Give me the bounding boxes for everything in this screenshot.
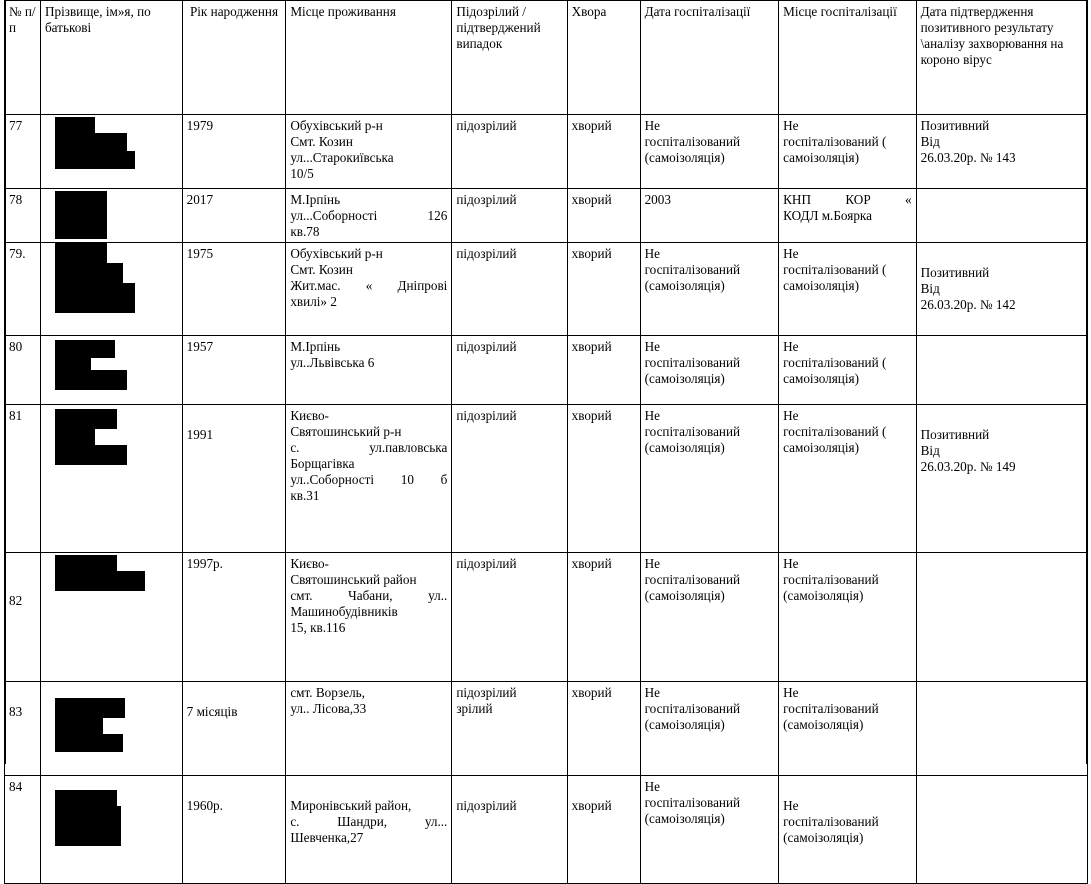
redaction-block	[55, 370, 127, 390]
address-line: ул..Соборності 10 б	[290, 472, 448, 487]
hosp-date-line: (самоізоляція)	[644, 278, 725, 293]
cell-confirm	[916, 115, 1087, 189]
cell-year: 1975	[182, 243, 286, 336]
cell-hosp-place	[779, 115, 916, 189]
cell-confirm	[916, 243, 1087, 336]
hosp-place-line: самоізоляція)	[783, 278, 859, 293]
address-line: Святошинський р-н	[290, 424, 402, 439]
hosp-date-line: Не	[644, 246, 660, 261]
suspected-line: підозрілий	[456, 339, 517, 354]
address-line: кв.31	[290, 488, 320, 503]
cell-name-redacted	[40, 243, 182, 336]
table-row	[5, 776, 1088, 884]
cell-year: 1960р.	[182, 776, 286, 884]
suspected-line: зрілий	[456, 701, 493, 716]
header-name: Прізвище, ім»я, по батькові	[40, 1, 182, 115]
confirm-line: 26.03.20р. № 142	[920, 297, 1016, 312]
hosp-date-line: (самоізоляція)	[644, 371, 725, 386]
redaction-block	[55, 283, 135, 313]
cell-num: 82	[5, 553, 41, 682]
hosp-date-line: госпіталізований	[644, 355, 741, 370]
address-line: М.Ірпінь	[290, 339, 341, 354]
table-header-row	[5, 1, 1088, 115]
hosp-date-line: Не	[644, 118, 660, 133]
hosp-place-line: самоізоляція)	[783, 150, 859, 165]
address-line: Жит.мас. « Дніпрові	[290, 278, 448, 293]
address-line: кв.78	[290, 224, 320, 239]
hosp-date-line: госпіталізований	[644, 701, 741, 716]
cell-hosp-date	[640, 243, 779, 336]
patient-register-table	[4, 0, 1088, 884]
header-address: Місце проживання	[286, 1, 452, 115]
header-sick: Хвора	[567, 1, 640, 115]
address-line: Борщагівка	[290, 456, 355, 471]
address-line: М.Ірпінь	[290, 192, 341, 207]
hosp-date-line: Не	[644, 339, 660, 354]
hosp-place-line: госпіталізований	[783, 701, 879, 716]
cell-suspected	[452, 776, 567, 884]
hosp-date-line: госпіталізований	[644, 134, 741, 149]
header-suspected: Підозрілий / підтверджений випадок	[452, 1, 567, 115]
cell-hosp-place	[779, 553, 916, 682]
hosp-place-line: Не	[783, 339, 799, 354]
hosp-place-line: КНП КОР «	[783, 192, 912, 207]
cell-suspected	[452, 115, 567, 189]
hosp-place-line: КОДЛ м.Боярка	[783, 208, 872, 223]
suspected-line: підозрілий	[456, 192, 517, 207]
cell-suspected	[452, 405, 567, 553]
cell-name-redacted	[40, 682, 182, 776]
cell-address	[286, 776, 452, 884]
cell-suspected	[452, 682, 567, 776]
cell-hosp-date	[640, 336, 779, 405]
hosp-date-line: госпіталізований	[644, 424, 741, 439]
address-line: хвилі» 2	[290, 294, 337, 309]
header-year: Рік народження	[182, 1, 286, 115]
hosp-date-line: Не	[644, 408, 660, 423]
address-line: Києво-	[290, 556, 329, 571]
cell-year: 1991	[182, 405, 286, 553]
cell-year: 7 місяців	[182, 682, 286, 776]
cell-hosp-place	[779, 682, 916, 776]
hosp-date-line: 2003	[644, 192, 671, 207]
redaction-block	[55, 151, 135, 169]
cell-name-redacted	[40, 553, 182, 682]
redaction-block	[55, 193, 93, 209]
cell-num: 84	[5, 776, 41, 884]
redaction-block	[55, 571, 145, 591]
cell-address	[286, 189, 452, 243]
cell-address	[286, 405, 452, 553]
confirm-line: Від	[920, 281, 940, 296]
cell-name-redacted	[40, 405, 182, 553]
header-hosp-place: Місце госпіталізації	[779, 1, 916, 115]
hosp-date-line: (самоізоляція)	[644, 440, 725, 455]
redaction-block	[55, 133, 127, 153]
redaction-block	[55, 734, 123, 752]
hosp-date-line: (самоізоляція)	[644, 811, 725, 826]
cell-hosp-place	[779, 243, 916, 336]
hosp-place-line: самоізоляція)	[783, 371, 859, 386]
hosp-place-line: Не	[783, 556, 799, 571]
cell-hosp-place	[779, 189, 916, 243]
confirm-line: Від	[920, 134, 940, 149]
cell-suspected	[452, 336, 567, 405]
cell-confirm	[916, 189, 1087, 243]
address-line: Обухівський р-н	[290, 246, 383, 261]
cell-sick: хворий	[567, 776, 640, 884]
hosp-place-line: госпіталізований (	[783, 355, 887, 370]
cell-sick: хворий	[567, 243, 640, 336]
hosp-date-line: Не	[644, 556, 660, 571]
address-line: ул..Львівська 6	[290, 355, 375, 370]
hosp-place-line: госпіталізований (	[783, 134, 887, 149]
hosp-date-line: Не	[644, 685, 660, 700]
cell-sick: хворий	[567, 553, 640, 682]
header-num: № п/п	[5, 1, 41, 115]
hosp-place-line: Не	[783, 118, 799, 133]
table-row	[5, 336, 1088, 405]
cell-num: 83	[5, 682, 41, 776]
hosp-date-line: Не	[644, 779, 660, 794]
cell-year: 2017	[182, 189, 286, 243]
hosp-place-line: госпіталізований	[783, 814, 879, 829]
suspected-line: підозрілий	[456, 408, 517, 423]
cell-suspected	[452, 189, 567, 243]
cell-hosp-place	[779, 776, 916, 884]
address-line: смт. Чабани, ул..	[290, 588, 448, 603]
cell-num: 77	[5, 115, 41, 189]
header-hosp-date: Дата госпіталізації	[640, 1, 779, 115]
cell-suspected	[452, 243, 567, 336]
suspected-line: підозрілий	[456, 118, 517, 133]
cell-sick: хворий	[567, 682, 640, 776]
confirm-line: 26.03.20р. № 143	[920, 150, 1016, 165]
suspected-line: підозрілий	[456, 798, 517, 813]
cell-num: 80	[5, 336, 41, 405]
confirm-line: Позитивний	[920, 265, 990, 280]
hosp-place-line: (самоізоляція)	[783, 830, 864, 845]
address-line: 15, кв.116	[290, 620, 346, 635]
address-line: Святошинський район	[290, 572, 417, 587]
cell-hosp-date	[640, 776, 779, 884]
cell-hosp-place	[779, 405, 916, 553]
cell-confirm	[916, 776, 1087, 884]
header-confirm: Дата підтвердження позитивного результату \аналізу захворювання на короно вірус	[916, 1, 1087, 115]
cell-year: 1957	[182, 336, 286, 405]
cell-name-redacted	[40, 189, 182, 243]
hosp-place-line: Не	[783, 685, 799, 700]
address-line: с. Шандри, ул...	[290, 814, 448, 829]
hosp-date-line: госпіталізований	[644, 795, 741, 810]
hosp-place-line: госпіталізований (	[783, 262, 887, 277]
address-line: Києво-	[290, 408, 329, 423]
cell-address	[286, 682, 452, 776]
cell-num: 81	[5, 405, 41, 553]
table-row	[5, 553, 1088, 682]
table-row	[5, 682, 1088, 776]
confirm-line: 26.03.20р. № 149	[920, 459, 1016, 474]
hosp-place-line: самоізоляція)	[783, 440, 859, 455]
hosp-place-line: (самоізоляція)	[783, 588, 864, 603]
hosp-place-line: (самоізоляція)	[783, 717, 864, 732]
cell-confirm	[916, 682, 1087, 776]
address-line: Смт. Козин	[290, 262, 353, 277]
cell-num: 78	[5, 189, 41, 243]
cell-year: 1979	[182, 115, 286, 189]
address-line: Обухівський р-н	[290, 118, 383, 133]
cell-sick: хворий	[567, 189, 640, 243]
cell-num: 79.	[5, 243, 41, 336]
confirm-line: Позитивний	[920, 427, 990, 442]
hosp-date-line: (самоізоляція)	[644, 717, 725, 732]
cell-confirm	[916, 405, 1087, 553]
table-row	[5, 115, 1088, 189]
hosp-place-line: Не	[783, 408, 799, 423]
address-line: ул...Старокиївська	[290, 150, 394, 165]
cell-address	[286, 243, 452, 336]
cell-confirm	[916, 336, 1087, 405]
cell-name-redacted	[40, 336, 182, 405]
hosp-place-line: госпіталізований	[783, 572, 879, 587]
suspected-line: підозрілий	[456, 246, 517, 261]
confirm-line: Від	[920, 443, 940, 458]
cell-hosp-date	[640, 115, 779, 189]
address-line: Смт. Козин	[290, 134, 353, 149]
hosp-place-line: госпіталізований (	[783, 424, 887, 439]
address-line: Миронівський район,	[290, 798, 412, 813]
cell-sick: хворий	[567, 115, 640, 189]
redaction-block	[55, 445, 127, 465]
document-page	[4, 0, 1088, 845]
cell-name-redacted	[40, 776, 182, 884]
cell-hosp-date	[640, 553, 779, 682]
cell-sick: хворий	[567, 405, 640, 553]
cell-confirm	[916, 553, 1087, 682]
cell-address	[286, 553, 452, 682]
cell-hosp-place	[779, 336, 916, 405]
table-row	[5, 189, 1088, 243]
hosp-date-line: (самоізоляція)	[644, 588, 725, 603]
hosp-place-line: Не	[783, 246, 799, 261]
redaction-block	[55, 806, 121, 846]
hosp-date-line: госпіталізований	[644, 572, 741, 587]
address-line: ул...Соборності 126	[290, 208, 448, 223]
address-line: Машинобудівників	[290, 604, 398, 619]
address-line: 10/5	[290, 166, 314, 181]
cell-address	[286, 336, 452, 405]
hosp-place-line: Не	[783, 798, 799, 813]
cell-suspected	[452, 553, 567, 682]
cell-hosp-date	[640, 405, 779, 553]
suspected-line: підозрілий	[456, 685, 517, 700]
address-line: ул.. Лісова,33	[290, 701, 367, 716]
hosp-date-line: (самоізоляція)	[644, 150, 725, 165]
address-line: Шевченка,27	[290, 830, 364, 845]
cell-address	[286, 115, 452, 189]
cell-hosp-date	[640, 682, 779, 776]
address-line: смт. Ворзель,	[290, 685, 365, 700]
cell-sick: хворий	[567, 336, 640, 405]
confirm-line: Позитивний	[920, 118, 990, 133]
cell-hosp-date	[640, 189, 779, 243]
address-line: с. ул.павловська	[290, 440, 448, 455]
hosp-date-line: госпіталізований	[644, 262, 741, 277]
suspected-line: підозрілий	[456, 556, 517, 571]
cell-name-redacted	[40, 115, 182, 189]
table-row	[5, 405, 1088, 553]
table-row	[5, 243, 1088, 336]
cell-year: 1997р.	[182, 553, 286, 682]
